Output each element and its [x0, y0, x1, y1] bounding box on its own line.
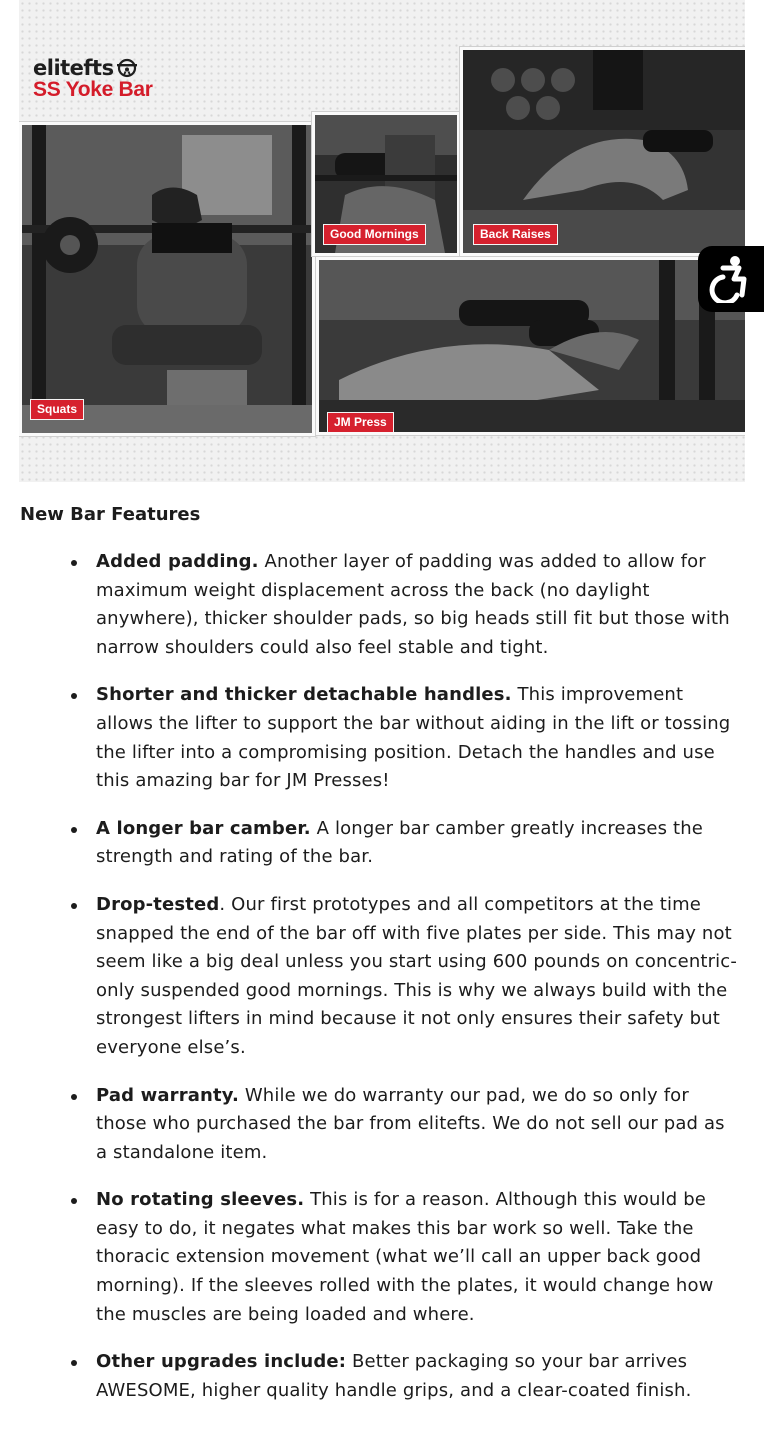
feature-title: Pad warranty.: [96, 1084, 239, 1106]
barbell-logo-icon: [116, 58, 138, 78]
feature-item-other-upgrades: [0, 1348, 764, 1405]
squat-photo-image: [22, 125, 312, 433]
photo-label-jm-press: JM Press: [327, 412, 394, 433]
feature-item-pad-warranty: [0, 1082, 764, 1168]
feature-title: Other upgrades include:: [96, 1351, 347, 1373]
feature-title: No rotating sleeves.: [96, 1189, 305, 1211]
brand-block: [33, 57, 153, 101]
photo-jm-press: [316, 257, 745, 435]
feature-item-added-padding: [0, 548, 764, 662]
feature-title: Shorter and thicker detachable handles.: [96, 684, 512, 706]
product-banner: [19, 0, 745, 482]
accessibility-button[interactable]: [698, 246, 764, 312]
section-heading: New Bar Features: [20, 504, 201, 525]
feature-item-camber: [0, 815, 764, 872]
feature-text: A longer bar camber greatly increases the strength and rating of the bar.: [96, 817, 704, 868]
feature-text: While we do warranty our pad, we do so only for those who purchased the bar from elitefts. We do not sell our pad as a standalone item.: [96, 1084, 725, 1163]
photo-good-mornings: [312, 112, 460, 256]
brand-logo: [33, 57, 153, 79]
photo-label-back-raises: Back Raises: [473, 224, 558, 245]
feature-text: This improvement allows the lifter to support the bar without aiding in the lift or tossing the lifter into a compromising position. Detach the handles and use this amazing bar for JM Presses!: [96, 684, 731, 792]
feature-text: . Our first prototypes and all competitors at the time snapped the end of the bar off with five plates per side. This may not seem like a big deal unless you start using 600 pounds on concentric-only suspended good mornings. This is why we always build with the strongest lifters in mind because it not only ensures their safety but everyone else’s.: [96, 893, 737, 1058]
photo-squats: [19, 122, 315, 436]
feature-list: [0, 548, 764, 1424]
feature-item-drop-tested: [0, 891, 764, 1063]
feature-title: A longer bar camber.: [96, 817, 311, 839]
photo-label-squats: Squats: [30, 399, 84, 420]
photo-back-raises: [460, 47, 745, 256]
feature-text: Another layer of padding was added to allow for maximum weight displacement across the back (no daylight anywhere), thicker shoulder pads, so big heads still fit but those with narrow shoulders could also feel stable and tight.: [96, 551, 730, 658]
feature-item-sleeves: [0, 1186, 764, 1329]
feature-text: Better packaging so your bar arrives AWESOME, higher quality handle grips, and a clear-coated finish.: [96, 1351, 692, 1401]
feature-text: This is for a reason. Although this would be easy to do, it negates what makes this bar work so well. Take the thoracic extension movement (what we’ll call an upper back good morning). If the sleeves rolled with the plates, it would change how the muscles are being loaded and where.: [96, 1189, 714, 1325]
feature-item-handles: [0, 681, 764, 795]
brand-name: elitefts: [33, 56, 114, 80]
back-raises-photo-image: [463, 50, 745, 253]
feature-title: Added padding.: [96, 551, 259, 572]
wheelchair-icon: [709, 255, 753, 303]
jm-press-photo-image: [319, 260, 745, 432]
product-name: SS Yoke Bar: [33, 78, 153, 101]
photo-label-good-mornings: Good Mornings: [323, 224, 426, 245]
feature-title: Drop-tested: [96, 893, 220, 915]
